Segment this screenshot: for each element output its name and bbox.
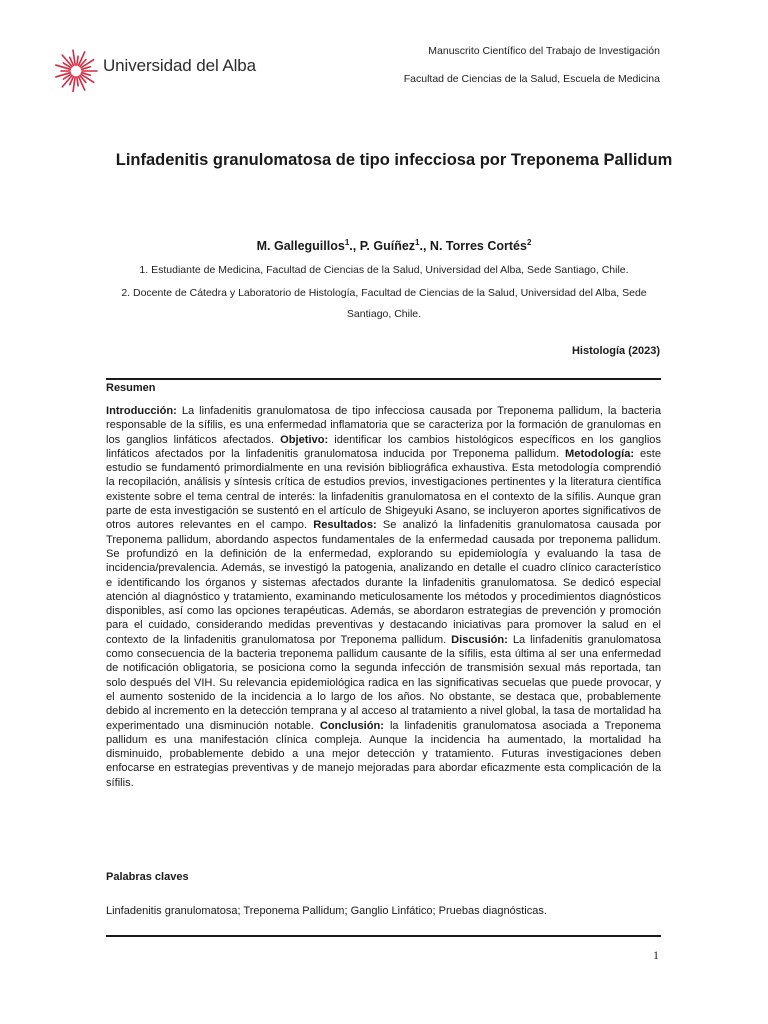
abstract-text-methodology: este estudio se fundamentó primordialmente en una revisión bibliográfica exhaustiva. Esta metodología comprendió la recopilación, análisis y síntesis crítica de estudios previos, investigaciones pertinentes y la literatura científica existente sobre el tema central de interés: la linfadenitis granulomatosa en el contexto de la sífilis. Aunque gran parte de esta investigación se sustentó en el artículo de Shigeyuki Asano, se incluyeron aportes significativos de otros autores relevantes en el campo. [106, 447, 661, 532]
faculty-header: Facultad de Ciencias de la Salud, Escuela de Medicina [403, 73, 660, 85]
author-affiliation-marker: 1 [415, 238, 420, 247]
page-number: 1 [653, 948, 659, 962]
author-name: M. Galleguillos [256, 239, 345, 253]
university-logo [52, 44, 262, 96]
affiliation-2: 2. Docente de Cátedra y Laboratorio de Histología, Facultad de Ciencias de la Salud, Universidad del Alba, Sede Santiago, Chile. [121, 287, 647, 320]
author-name: N. Torres Cortés [429, 239, 527, 253]
starburst-logo-icon [52, 44, 100, 92]
author-list [100, 236, 688, 256]
author-separator: ., [419, 239, 430, 253]
abstract-text-objective: identificar los cambios histológicos específicos en los ganglios linfáticos afectados por la linfadenitis granulomatosa inducida por Treponema pallidum. [106, 433, 662, 460]
abstract-text-results: Se analizó la linfadenitis granulomatosa causada por Treponema pallidum, abordando aspectos fundamentales de la enfermedad causada por treponema pallidum. Se profundizó en la definición de la enfermedad, explorando su epidemiología y evaluando la tasa de incidencia/prevalencia. Además, se investigó la patogenia, analizando en detalle el cuadro clínico característico e identificando los órganos y sistemas afectados durante la linfadenitis granulomatosa. Se dedicó especial atención al diagnóstico y tratamiento, examinando meticulosamente los métodos y procedimientos diagnósticos disponibles, así como las opciones terapéuticas. Además, se abordaron estrategias de prevención y promoción para el cuidado, considerando medidas preventivas y destacando iniciativas para promover la salud en el contexto de la linfadenitis granulomatosa por Treponema pallidum. [106, 519, 662, 646]
author-affiliation-marker: 1 [344, 238, 350, 247]
abstract-text-discussion: La linfadenitis granulomatosa como consecuencia de la bacteria treponema pallidum causante de la sífilis, esta última al ser una enfermedad de notificación obligatoria, se posiciona como la segunda infección de transmisión sexual más reportada, tan solo después del VIH. Su relevancia epidemiológica radica en las significativas secuelas que puede provocar, y el aumento sostenido de la incidencia a lo largo de los años. No obstante, se destaca que, probablemente debido al incremento en la detección temprana y al acceso al tratamiento a nivel global, la tasa de mortalidad ha experimentado una disminución notable. [106, 633, 661, 732]
abstract-label-methodology: Metodología: [565, 447, 635, 460]
manuscript-header: Manuscrito Científico del Trabajo de Investigación [428, 45, 660, 57]
university-name: Universidad del Alba [103, 56, 256, 75]
abstract-label-results: Resultados: [313, 519, 377, 532]
abstract-heading: Resumen [106, 382, 156, 394]
affiliation-1: 1. Estudiante de Medicina, Facultad de Ciencias de la Salud, Universidad del Alba, Sede Santiago, Chile. [139, 264, 629, 276]
keywords-heading: Palabras claves [106, 871, 189, 883]
abstract-text-conclusion: la linfadenitis granulomatosa asociada a Treponema pallidum es una manifestación clínica compleja. Aunque la incidencia ha aumentado, la mortalidad ha disminuido, probablemente debido a una mejor detección y tratamiento. Futuras investigaciones deben enfocarse en estrategias preventivas y de manejo mejoradas para abordar eficazmente esta complicación de la sífilis. [106, 719, 661, 789]
abstract-label-introduction: Introducción: [106, 405, 177, 417]
author-separator: ., [349, 239, 360, 253]
abstract-body [106, 404, 661, 790]
journal-section-year: Histología (2023) [571, 345, 660, 357]
keywords-list: Linfadenitis granulomatosa; Treponema Pallidum; Ganglio Linfático; Pruebas diagnósticas. [106, 905, 547, 917]
abstract-text-introduction: La linfadenitis granulomatosa de tipo infecciosa causada por Treponema pallidum, la bacteria responsable de la sífilis, es una enfermedad inflamatoria que se caracteriza por la formación de granulomas en los ganglios linfáticos afectados. [106, 405, 661, 446]
author-affiliation-marker: 2 [526, 238, 532, 247]
author-name: P. Guíñez [359, 239, 416, 253]
abstract-label-objective: Objetivo: [280, 433, 329, 446]
footer-divider [106, 935, 661, 937]
abstract-label-discussion: Discusión: [451, 633, 508, 646]
abstract-label-conclusion: Conclusión: [319, 719, 384, 732]
section-divider [106, 378, 661, 380]
paper-title: Linfadenitis granulomatosa de tipo infecciosa por Treponema Pallidum [115, 151, 673, 169]
